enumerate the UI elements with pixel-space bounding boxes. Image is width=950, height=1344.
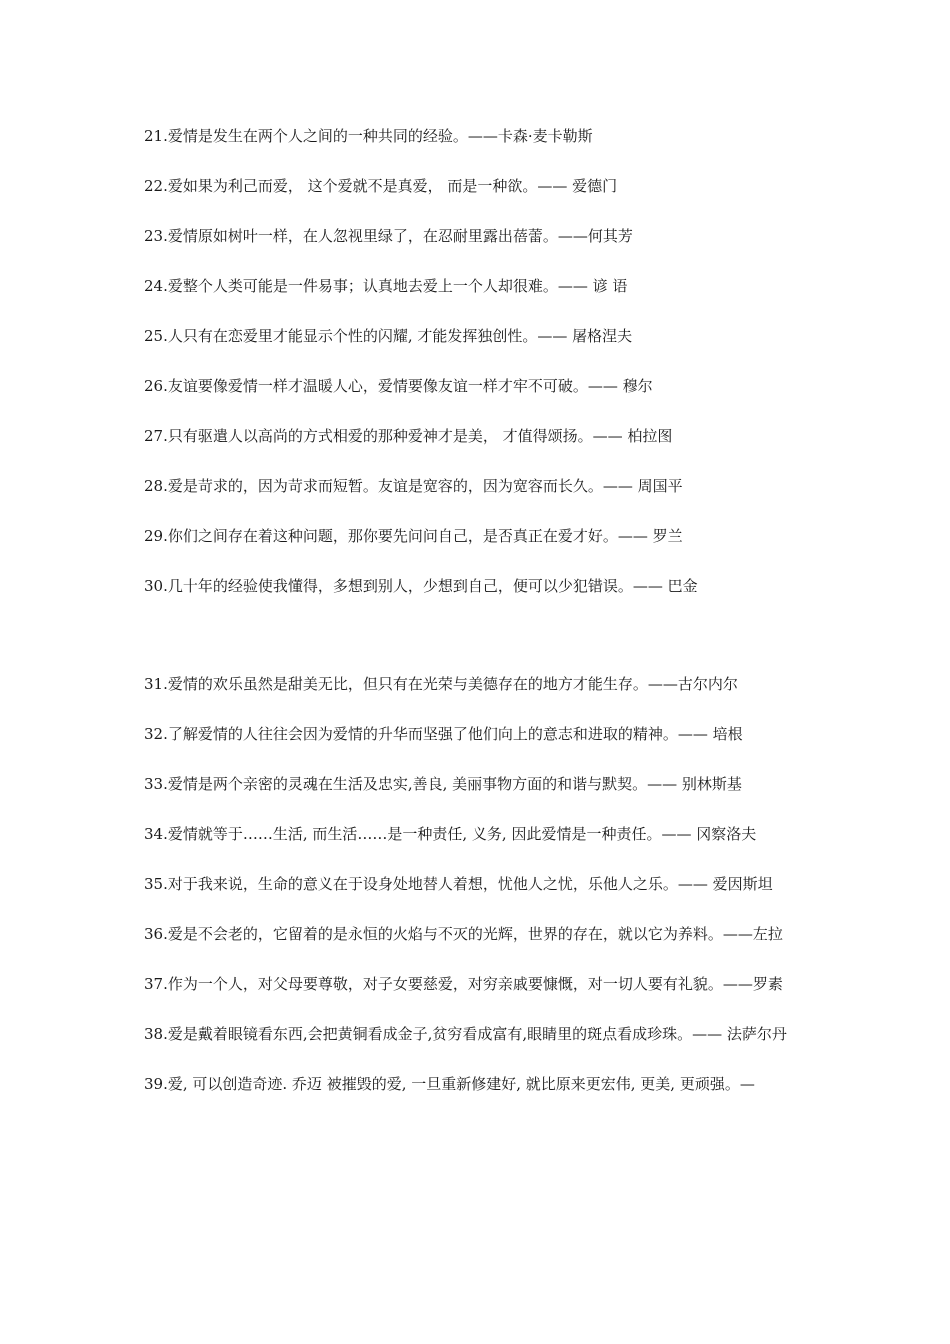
quote-30: 30.几十年的经验使我懂得，多想到别人，少想到自己，便可以少犯错误。—— 巴金	[144, 577, 698, 595]
quote-38: 38.爱是戴着眼镜看东西,会把黄铜看成金子,贫穷看成富有,眼睛里的斑点看成珍珠。—— 法萨尔丹	[144, 1025, 787, 1043]
quote-35: 35.对于我来说，生命的意义在于设身处地替人着想，忧他人之忧，乐他人之乐。—— 爱因斯坦	[144, 875, 773, 893]
quote-39: 39.爱, 可以创造奇迹. 乔迈 被摧毁的爱, 一旦重新修建好, 就比原来更宏伟, 更美, 更顽强。—	[144, 1075, 755, 1093]
quote-group-31-39	[144, 672, 808, 1122]
quote-34: 34.爱情就等于……生活, 而生活……是一种责任, 义务, 因此爱情是一种责任。—— 冈察洛夫	[144, 825, 757, 843]
quote-22: 22.爱如果为利己而爱， 这个爱就不是真爱， 而是一种欲。—— 爱德门	[144, 177, 618, 195]
quote-21: 21.爱情是发生在两个人之间的一种共同的经验。——卡森·麦卡勒斯	[144, 127, 593, 145]
quote-26: 26.友谊要像爱情一样才温暖人心，爱情要像友谊一样才牢不可破。—— 穆尔	[144, 377, 653, 395]
quote-27: 27.只有驱遣人以高尚的方式相爱的那种爱神才是美， 才值得颂扬。—— 柏拉图	[144, 427, 673, 445]
quote-29: 29.你们之间存在着这种问题，那你要先问问自己，是否真正在爱才好。—— 罗兰	[144, 527, 683, 545]
quote-36: 36.爱是不会老的，它留着的是永恒的火焰与不灭的光辉，世界的存在，就以它为养料。——左拉	[144, 925, 783, 943]
quote-31: 31.爱情的欢乐虽然是甜美无比，但只有在光荣与美德存在的地方才能生存。——古尔内尔	[144, 675, 738, 693]
quote-37: 37.作为一个人，对父母要尊敬，对子女要慈爱，对穷亲戚要慷慨，对一切人要有礼貌。——罗素	[144, 975, 783, 993]
quote-23: 23.爱情原如树叶一样，在人忽视里绿了，在忍耐里露出蓓蕾。——何其芳	[144, 227, 633, 245]
quote-28: 28.爱是苛求的，因为苛求而短暂。友谊是宽容的，因为宽容而长久。—— 周国平	[144, 477, 683, 495]
quote-group-21-30	[144, 124, 808, 624]
quote-24: 24.爱整个人类可能是一件易事；认真地去爱上一个人却很难。—— 谚 语	[144, 277, 628, 295]
quote-25: 25.人只有在恋爱里才能显示个性的闪耀, 才能发挥独创性。—— 屠格涅夫	[144, 327, 633, 345]
quote-32: 32.了解爱情的人往往会因为爱情的升华而坚强了他们向上的意志和进取的精神。—— 培根	[144, 725, 743, 743]
quote-33: 33.爱情是两个亲密的灵魂在生活及忠实,善良, 美丽事物方面的和谐与默契。—— 别林斯基	[144, 775, 742, 793]
